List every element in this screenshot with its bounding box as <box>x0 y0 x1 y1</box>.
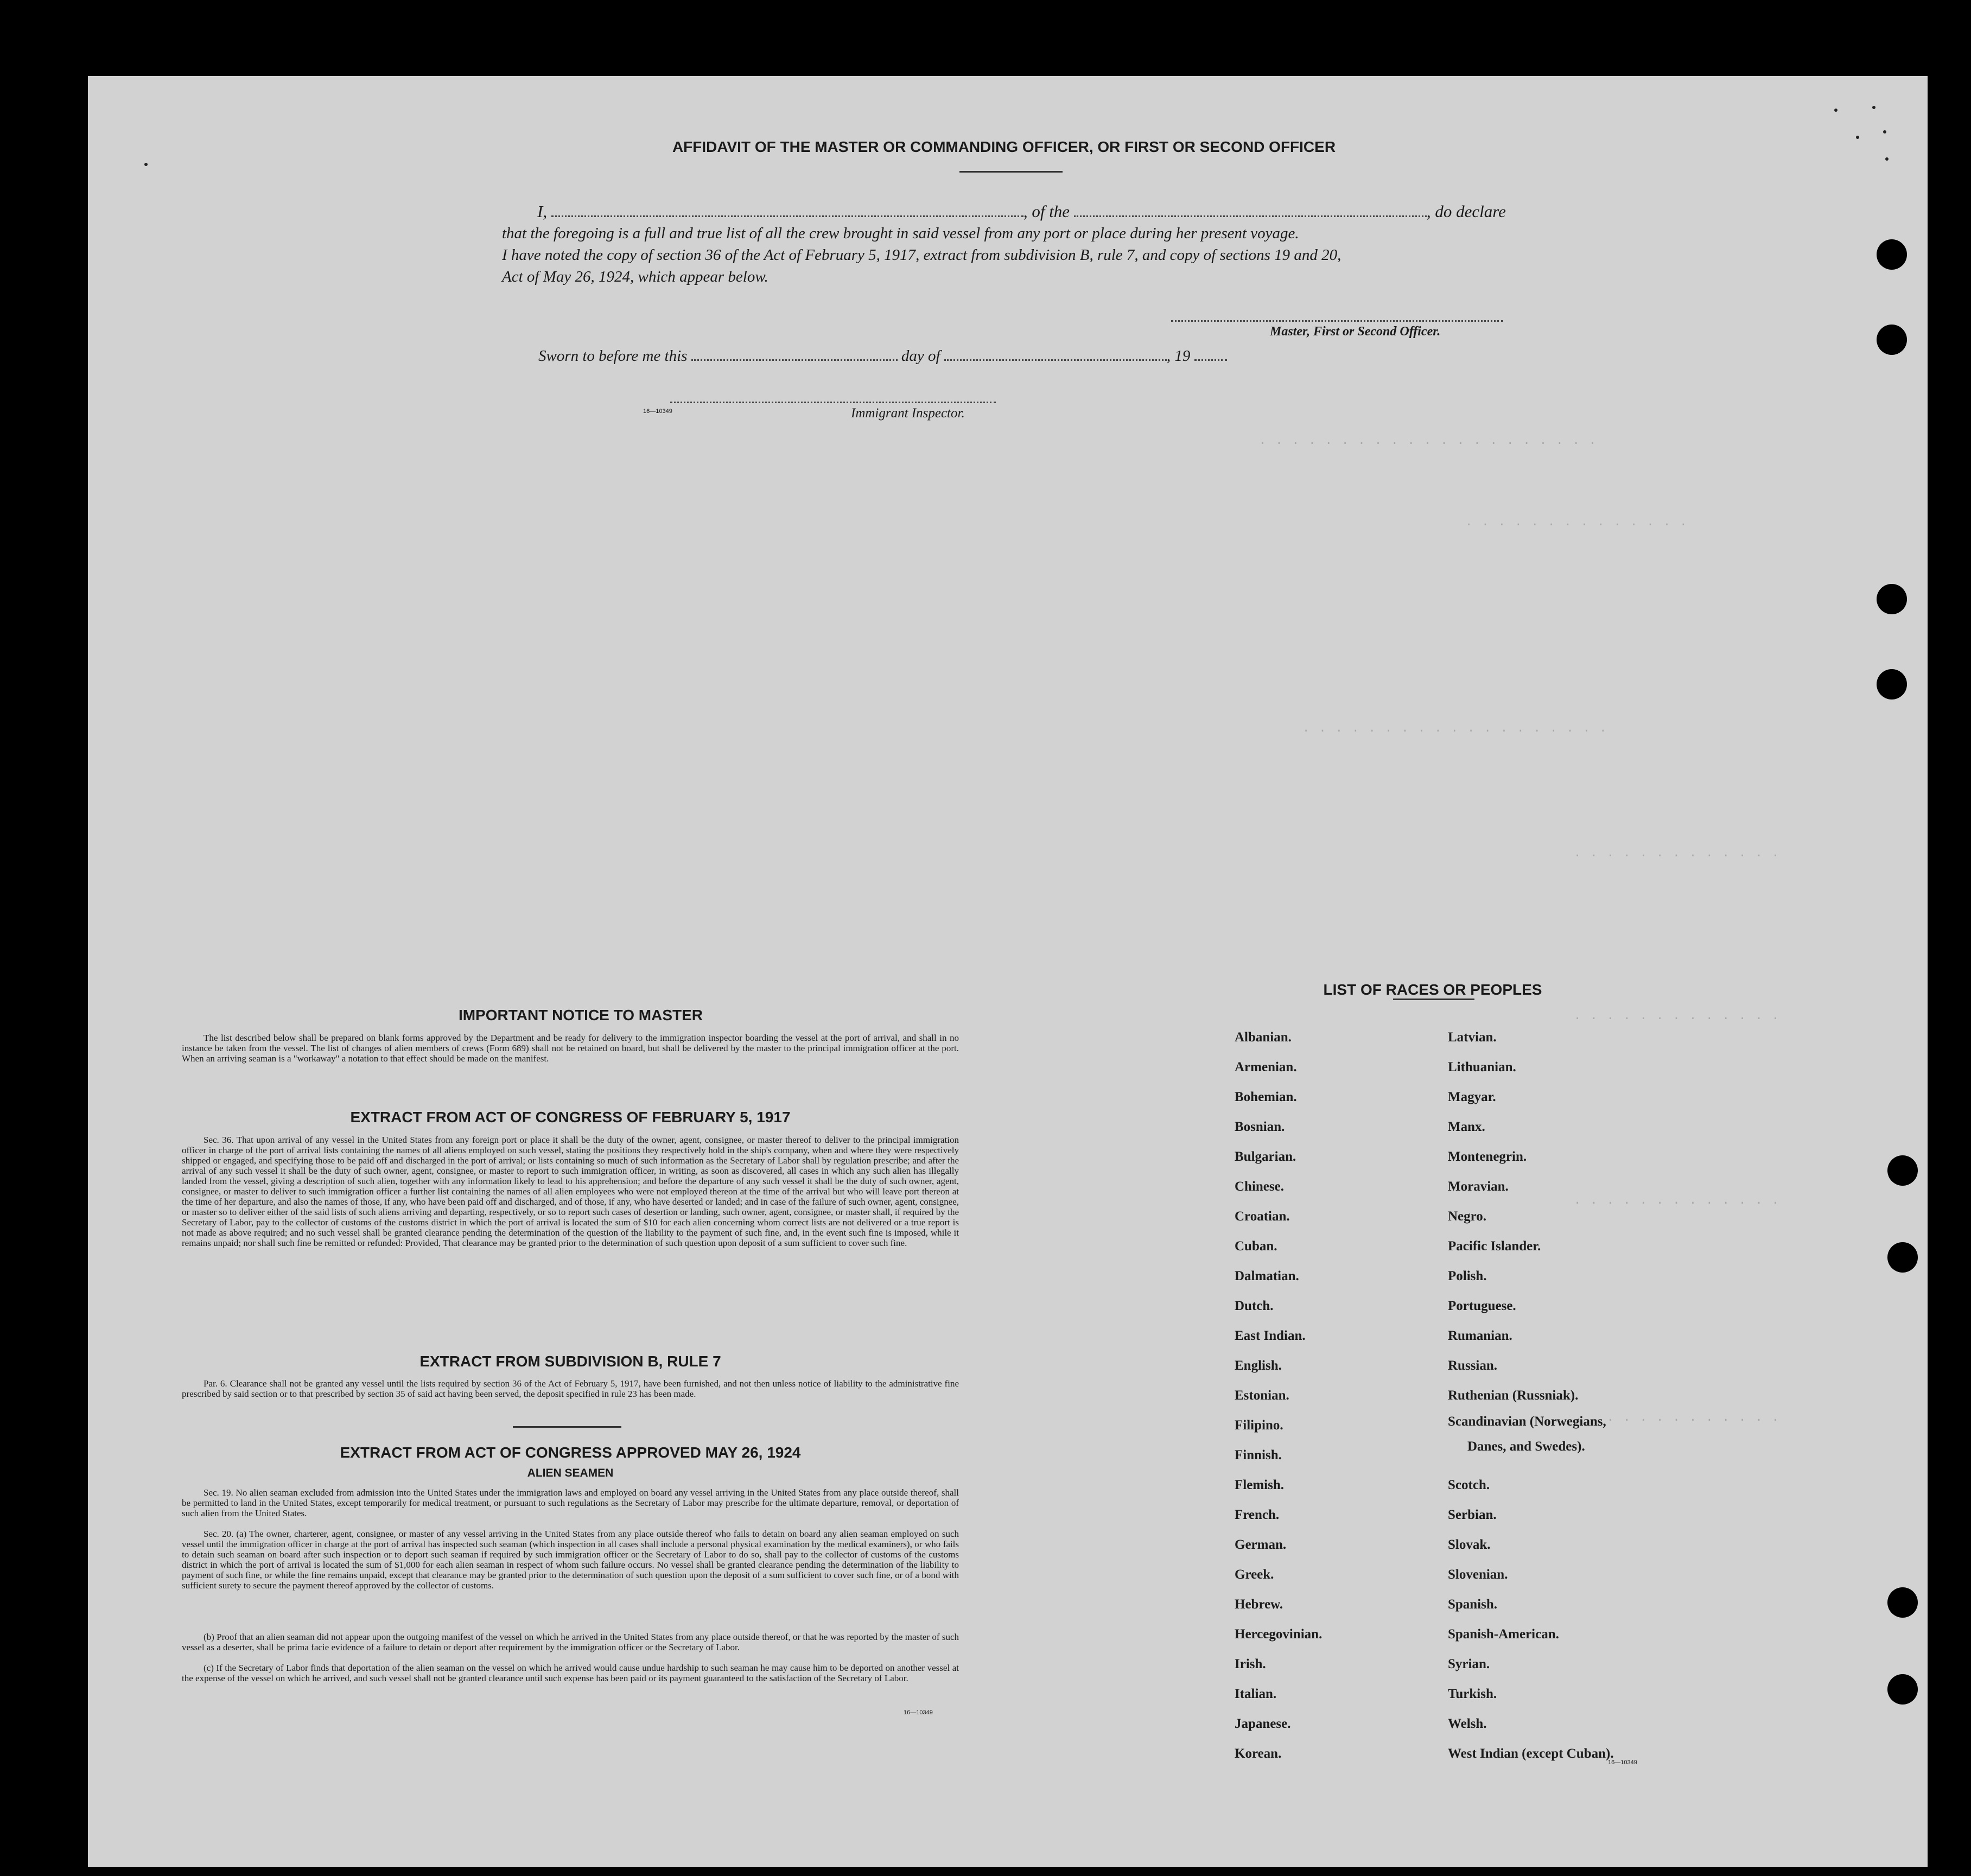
race-item: Slovenian. <box>1448 1567 1508 1582</box>
races-title: LIST OF RACES OR PEOPLES <box>1323 981 1542 998</box>
race-item: Chinese. <box>1235 1179 1284 1194</box>
race-item: Flemish. <box>1235 1478 1284 1492</box>
sec20c-body: (c) If the Secretary of Labor finds that deportation of the alien seaman on the vessel on which he arrived would cause undue hardship to such seaman he may cause him to be deported on another vessel at the expense of the vessel on which he arrived, and such vessel shall not be granted clearance until such expense has been paid or its payment guaranteed to the satisfaction of the Secretary of Labor. <box>182 1663 959 1683</box>
race-item: Manx. <box>1448 1120 1485 1134</box>
race-item: Turkish. <box>1448 1687 1497 1701</box>
punch-hole <box>1877 584 1907 614</box>
extract-1917-title: EXTRACT FROM ACT OF CONGRESS OF FEBRUARY 5, 1917 <box>350 1109 791 1125</box>
race-item: English. <box>1235 1358 1282 1373</box>
bleed-through-text: . . . . . . . . . . . . . . . . . . . . . <box>1259 434 1598 448</box>
affidavit-i: I, <box>537 202 548 221</box>
scan-speck <box>1885 157 1889 161</box>
race-item: Bosnian. <box>1235 1120 1285 1134</box>
bleed-through-text: . . . . . . . . . . . . . <box>1574 1194 1781 1207</box>
race-item: Latvian. <box>1448 1030 1497 1045</box>
scan-speck <box>1872 106 1875 109</box>
scan-speck <box>144 163 148 166</box>
race-item: Japanese. <box>1235 1716 1291 1731</box>
race-item: Montenegrin. <box>1448 1149 1527 1164</box>
notice-body: The list described below shall be prepared on blank forms approved by the Department and be ready for delivery to the immigration inspector boarding the vessel at the port of arrival, and shall in no instance be taken from the vessel. The list of changes of alien members of crews (Form 689) shall not be retained on board, but shall be delivered by the master to the principal immigration officer at the port. When an arriving seaman is a "workaway" a notation to that effect should be made on the manifest. <box>182 1033 959 1064</box>
race-item: Armenian. <box>1235 1060 1297 1074</box>
race-item: Portuguese. <box>1448 1299 1516 1313</box>
race-item: Slovak. <box>1448 1537 1491 1552</box>
day-of-text: day of <box>901 347 940 365</box>
signature-line[interactable] <box>1171 320 1503 322</box>
race-item: Magyar. <box>1448 1090 1496 1104</box>
punch-hole <box>1877 239 1907 270</box>
race-item: Syrian. <box>1448 1657 1490 1671</box>
punch-hole <box>1887 1587 1918 1618</box>
bleed-through-text: . . . . . . . . . . . . . . <box>1465 516 1688 529</box>
race-item: Filipino. <box>1235 1418 1283 1433</box>
race-item: Rumanian. <box>1448 1328 1512 1343</box>
bleed-through-text: . . . . . . . . . . . . . <box>1574 1009 1781 1023</box>
affidavit-of-the: , of the <box>1023 202 1070 221</box>
race-item: Dutch. <box>1235 1299 1274 1313</box>
sworn-line <box>538 347 1227 365</box>
race-item: French. <box>1235 1508 1280 1522</box>
race-item: Hercegovinian. <box>1235 1627 1323 1642</box>
bleed-through-text: . . . . . . . . . . . . . <box>1574 1411 1781 1425</box>
scan-speck <box>1883 130 1886 133</box>
race-item: Dalmatian. <box>1235 1269 1299 1283</box>
race-item: Croatian. <box>1235 1209 1290 1224</box>
race-item: Scandinavian (Norwegians, <box>1448 1414 1606 1429</box>
races-underline <box>1393 999 1474 1000</box>
affidavit-line4: Act of May 26, 1924, which appear below. <box>502 268 768 285</box>
race-item: Moravian. <box>1448 1179 1509 1194</box>
race-item: Russian. <box>1448 1358 1498 1373</box>
scan-speck <box>1834 109 1838 112</box>
race-item: Scotch. <box>1448 1478 1490 1492</box>
punch-hole <box>1887 1674 1918 1705</box>
race-item: Hebrew. <box>1235 1597 1283 1612</box>
race-item: Estonian. <box>1235 1388 1289 1403</box>
bleed-through-text: . . . . . . . . . . . . . <box>1574 847 1781 860</box>
punch-hole <box>1887 1155 1918 1186</box>
sworn-month-field[interactable] <box>944 359 1167 361</box>
rule7-title: EXTRACT FROM SUBDIVISION B, RULE 7 <box>419 1353 721 1370</box>
affidavit-line3: I have noted the copy of section 36 of the Act of February 5, 1917, extract from subdivision B, rule 7, and copy of sections 19 and 20, <box>502 246 1341 264</box>
race-item: Welsh. <box>1448 1716 1487 1731</box>
rule7-divider <box>513 1426 621 1428</box>
scan-speck <box>1856 136 1859 139</box>
race-item: West Indian (except Cuban). <box>1448 1746 1614 1761</box>
punch-hole <box>1877 669 1907 699</box>
race-item: Ruthenian (Russniak). <box>1448 1388 1579 1403</box>
title-underline <box>959 171 1063 173</box>
sworn-text: Sworn to before me this <box>538 347 688 365</box>
vessel-name-field[interactable] <box>1074 215 1427 217</box>
race-item: Cuban. <box>1235 1239 1277 1254</box>
declarant-name-field[interactable] <box>551 215 1023 217</box>
race-item: Finnish. <box>1235 1448 1282 1462</box>
race-item: East Indian. <box>1235 1328 1306 1343</box>
punch-hole <box>1887 1242 1918 1273</box>
race-scandinavian-line2: Danes, and Swedes). <box>1467 1439 1585 1454</box>
affidavit-declare: , do declare <box>1426 202 1506 221</box>
extract-form-number: 16—10349 <box>904 1709 933 1716</box>
bleed-through-text: . . . . . . . . . . . . . . . . . . . <box>1302 722 1608 735</box>
alien-seamen-subtitle: ALIEN SEAMEN <box>527 1467 614 1479</box>
affidavit-title: AFFIDAVIT OF THE MASTER OR COMMANDING OFFICER, OR FIRST OR SECOND OFFICER <box>672 138 1336 155</box>
affidavit-line2: that the foregoing is a full and true list of all the crew brought in said vessel from any port or place during her present voyage. <box>502 225 1299 242</box>
sec19-body: Sec. 19. No alien seaman excluded from admission into the United States under the immigration laws and employed on board any vessel arriving in the United States from any place outside thereof, shall be permitted to land in the United States, except temporarily for medical treatment, or pursuant to such regulations as the Secretary of Labor may prescribe for the ultimate departure, removal, or deportation of such alien from the United States. <box>182 1487 959 1518</box>
race-item: Serbian. <box>1448 1508 1497 1522</box>
race-item: Irish. <box>1235 1657 1266 1671</box>
race-item: Albanian. <box>1235 1030 1292 1045</box>
race-item: German. <box>1235 1537 1287 1552</box>
sec20b-body: (b) Proof that an alien seaman did not appear upon the outgoing manifest of the vessel on which he arrived in the United States from any place outside thereof, or that he was reported by the master of such vessel as a deserter, shall be prima facie evidence of a failure to detain or deport after requirement by the immigration officer or the Secretary of Labor. <box>182 1632 959 1652</box>
form-page <box>88 76 1928 1867</box>
inspector-label: Immigrant Inspector. <box>851 406 965 421</box>
extract-1924-title: EXTRACT FROM ACT OF CONGRESS APPROVED MAY 26, 1924 <box>340 1444 801 1461</box>
rule7-body: Par. 6. Clearance shall not be granted any vessel until the lists required by section 36 of the Act of February 5, 1917, have been furnished, and not then unless notice of liability to the administrative fine prescribed by said section or to that prescribed by section 35 of said act having been served, the deposit specified in rule 23 has been made. <box>182 1378 959 1399</box>
signature-label: Master, First or Second Officer. <box>1270 325 1441 339</box>
inspector-line[interactable] <box>670 402 996 403</box>
race-item: Negro. <box>1448 1209 1487 1224</box>
race-item: Greek. <box>1235 1567 1274 1582</box>
notice-title: IMPORTANT NOTICE TO MASTER <box>458 1007 703 1023</box>
extract-1917-body: Sec. 36. That upon arrival of any vessel in the United States from any foreign port or place it shall be the duty of the owner, agent, consignee, or master thereof to deliver to the principal immigration officer in charge of the port of arrival lists containing the names of all aliens employed on such vessel, stating the positions they respectively hold in the ship's company, when and where they were respectively shipped or engaged, and specifying those to be paid off and discharged in the port of arrival; or lists containing so much of such information as the Secretary of Labor shall by regulation prescribe; and after the arrival of any such vessel it shall be the duty of such owner, agent, consignee, or master to report to such immigration officer, in writing, as soon as discovered, all cases in which any such alien has illegally landed from the vessel, giving a description of such alien, together with any information likely to lead to his apprehension; and before the departure of any such vessel it shall be the duty of such owner, agent, consignee, or master to deliver to such immigration officer a further list containing the names of all alien employees who were not employed thereon at the time of the arrival but who will leave port thereon at the time of her departure, and also the names of those, if any, who have been paid off and discharged, and of those, if any, who have deserted or landed; and in case of the failure of such owner, agent, consignee, or master so to deliver either of the said lists of such aliens arriving and departing, respectively, or so to report such cases of desertion or landing, such owner, agent, consignee, or master shall, if required by the Secretary of Labor, pay to the collector of customs of the customs district in which the port of arrival is located the sum of $10 for each alien concerning whom correct lists are not delivered or a true report is not made as above required; and no such vessel shall be granted clearance pending the determination of the question of the liability to the payment of such fine, and, in the event such fine is imposed, while it remains unpaid; nor shall such fine be remitted or refunded: Provided, That clearance may be granted prior to the determination of such question upon deposit of a sum sufficient to cover such fine. <box>182 1135 959 1248</box>
sworn-year-field[interactable] <box>1194 359 1227 361</box>
affidavit-line1 <box>537 202 1506 221</box>
punch-hole <box>1877 325 1907 355</box>
race-item: Italian. <box>1235 1687 1277 1701</box>
races-form-number: 16—10349 <box>1608 1759 1637 1766</box>
race-item: Bulgarian. <box>1235 1149 1296 1164</box>
sworn-day-field[interactable] <box>691 359 898 361</box>
race-item: Lithuanian. <box>1448 1060 1516 1074</box>
race-item: Pacific Islander. <box>1448 1239 1541 1254</box>
race-item: Spanish-American. <box>1448 1627 1559 1642</box>
race-item: Korean. <box>1235 1746 1282 1761</box>
race-item: Spanish. <box>1448 1597 1498 1612</box>
affidavit-form-number: 16—10349 <box>643 408 672 415</box>
sec20a-body: Sec. 20. (a) The owner, charterer, agent, consignee, or master of any vessel arriving in the United States from any place outside thereof who fails to detain on board any alien seaman employed on such vessel until the immigration officer in charge at the port of arrival has inspected such seaman (which inspection in all cases shall include a personal physical examination by the medical examiners), or who fails to detain such seaman on board after such inspection or to deport such seaman if required by such immigration officer or the Secretary of Labor to do so, shall pay to the collector of customs of the customs district in which the port of arrival is located the sum of $1,000 for each alien seaman in respect of whom such failure occurs. No vessel shall be granted clearance pending the determination of the liability to payment of such fine, or while the fine remains unpaid, except that clearance may be granted prior to the determination of such question upon the deposit of a sum sufficient to cover such fine, or of a bond with sufficient surety to secure the payment thereof approved by the collector of customs. <box>182 1529 959 1591</box>
race-item: Bohemian. <box>1235 1090 1297 1104</box>
race-item: Polish. <box>1448 1269 1487 1283</box>
year-prefix: , 19 <box>1166 347 1191 365</box>
